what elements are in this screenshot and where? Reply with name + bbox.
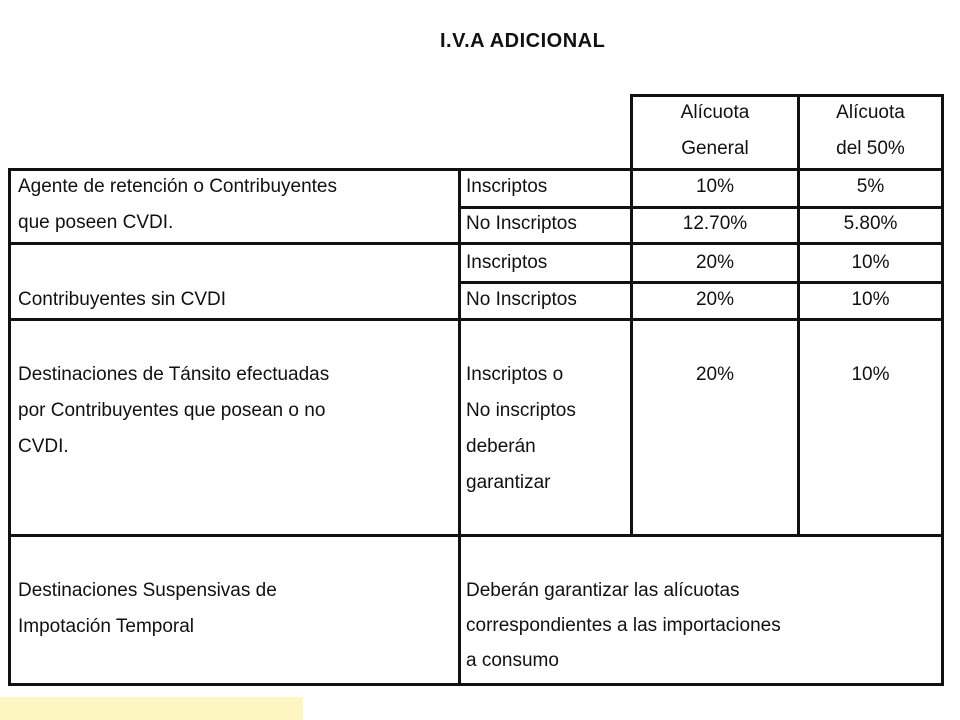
table-border — [8, 318, 944, 321]
cell-general: 20% — [695, 252, 735, 273]
header-alicuota-50: Alícuota del 50% — [836, 102, 905, 159]
cell-reducida: 10% — [851, 364, 890, 385]
table-border — [458, 168, 461, 686]
cell-reducida: 10% — [851, 252, 890, 273]
cell-reducida: 5% — [856, 176, 885, 197]
page-title: I.V.A ADICIONAL — [440, 30, 606, 52]
cell-tipo: No Inscriptos — [466, 213, 577, 234]
cell-tipo: Inscriptos — [466, 252, 548, 273]
highlight-strip — [0, 697, 303, 720]
row-label-transito: Destinaciones de Tánsito efectuadas por Contribuyentes que posean o no CVDI. — [18, 364, 330, 457]
table-border — [8, 683, 944, 686]
row-label-agente: Agente de retención o Contribuyentes que poseen CVDI. — [18, 176, 337, 233]
table-border — [941, 94, 944, 170]
cell-reducida: 5.80% — [843, 213, 898, 234]
cell-tipo: Inscriptos — [466, 176, 548, 197]
cell-tipo: No Inscriptos — [466, 289, 577, 310]
row-label-suspensivas: Destinaciones Suspensivas de Impotación Temporal — [18, 580, 277, 637]
cell-general: 20% — [695, 289, 735, 310]
table-border — [941, 168, 944, 686]
table-border — [8, 534, 944, 537]
row-label-sin-cvdi: Contribuyentes sin CVDI — [18, 289, 227, 310]
cell-note-suspensivas: Deberán garantizar las alícuotas correspondientes a las importaciones a consumo — [466, 580, 781, 671]
cell-reducida: 10% — [851, 289, 890, 310]
cell-tipo: Inscriptos o No inscriptos deberán garantizar — [466, 364, 576, 493]
cell-general: 10% — [695, 176, 735, 197]
cell-general: 12.70% — [682, 213, 748, 234]
cell-general: 20% — [695, 364, 735, 385]
header-alicuota-general: Alícuota General — [680, 102, 750, 159]
table-border — [8, 168, 11, 686]
